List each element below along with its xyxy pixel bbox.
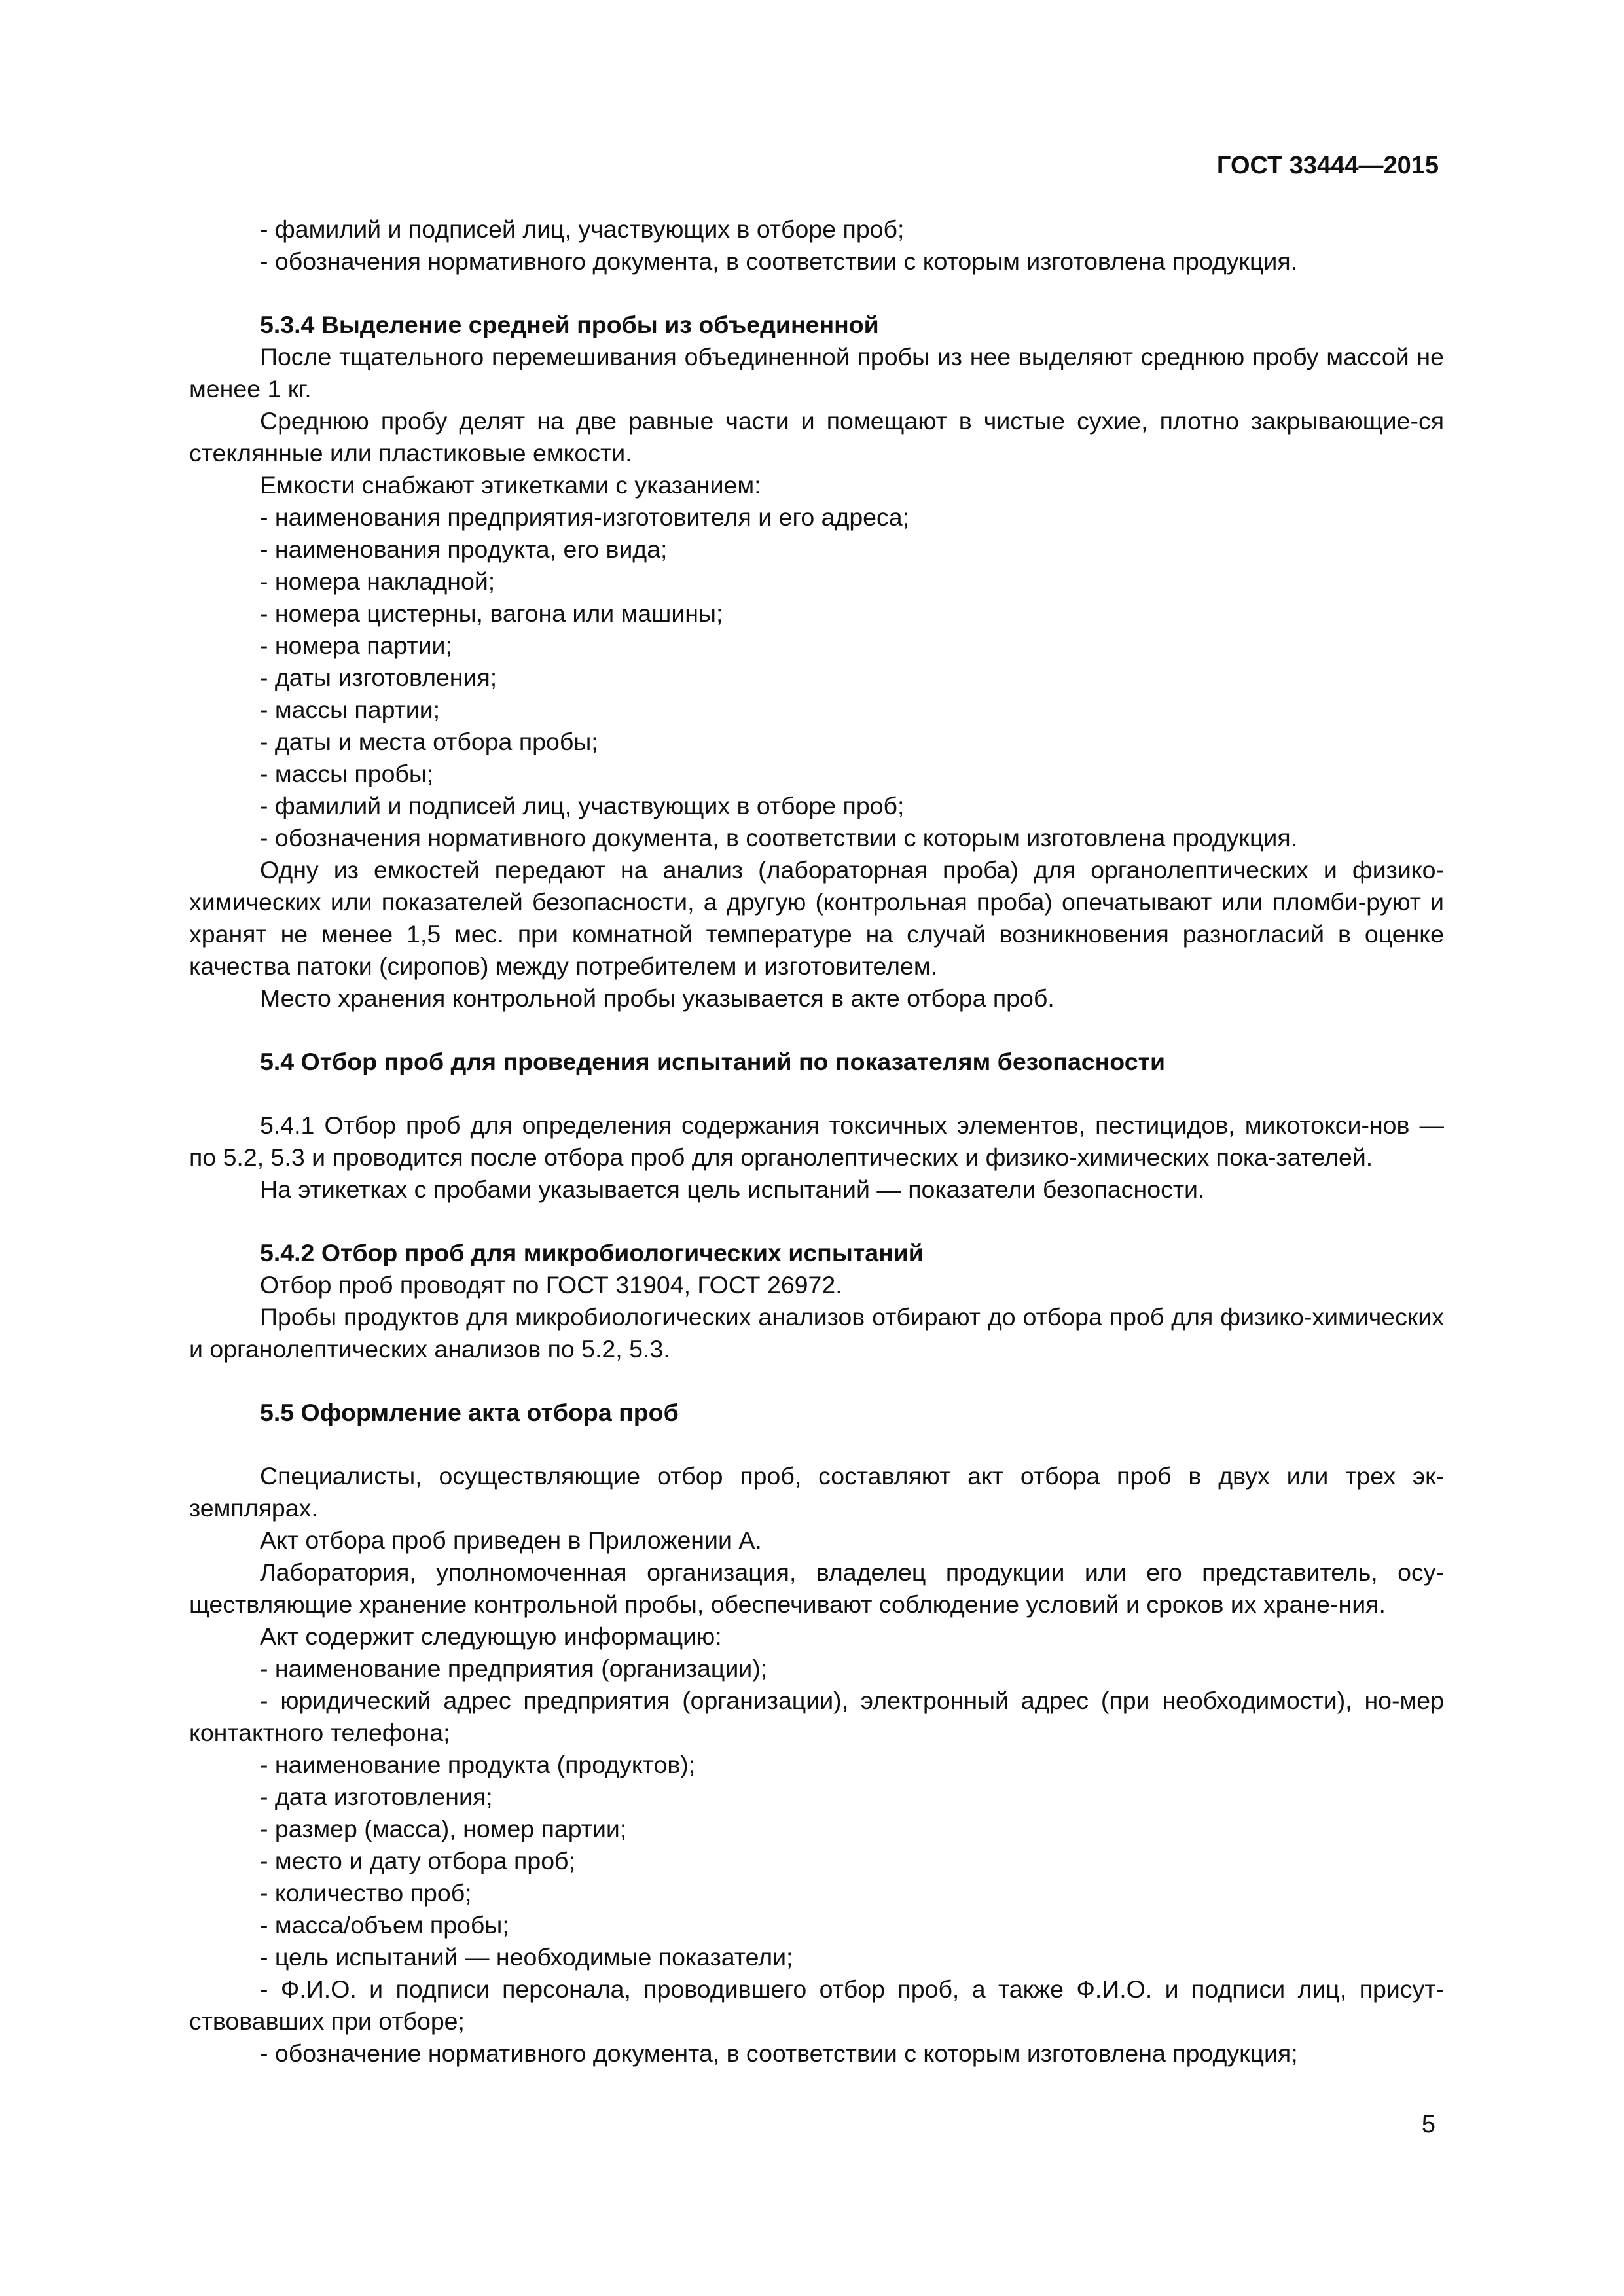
paragraph: Среднюю пробу делят на две равные части и помещают в чистые сухие, плотно закрывающие-ся стеклянные или пластиковые емкости. <box>189 407 1444 467</box>
list-item: - место и дату отбора проб; <box>260 1847 575 1874</box>
section-spacer <box>189 1014 1444 1046</box>
document-body <box>189 213 1444 2070</box>
list-item: - обозначения нормативного документа, в соответствии с которым изготовлена продукция. <box>260 247 1298 275</box>
list-item: - массы пробы; <box>260 760 434 787</box>
section-spacer <box>189 1206 1444 1237</box>
paragraph: Специалисты, осуществляющие отбор проб, составляют акт отбора проб в двух или трех эк-земплярах. <box>189 1462 1444 1522</box>
paragraph: После тщательного перемешивания объединенной пробы из нее выделяют среднюю пробу массой не менее 1 кг. <box>189 343 1444 403</box>
list-item: - наименование предприятия (организации); <box>260 1655 768 1682</box>
list-item: - наименования продукта, его вида; <box>260 535 668 563</box>
paragraph: Место хранения контрольной пробы указывается в акте отбора проб. <box>260 984 1055 1012</box>
section-spacer <box>189 1429 1444 1460</box>
section-spacer <box>189 1365 1444 1397</box>
paragraph: Акт содержит следующую информацию: <box>260 1623 722 1650</box>
list-item: - наименования предприятия-изготовителя и его адреса; <box>260 503 910 531</box>
list-item: - цель испытаний — необходимые показатели; <box>260 1943 793 1971</box>
paragraph: 5.4.1 Отбор проб для определения содержания токсичных элементов, пестицидов, микотокси-нов — по 5.2, 5.3 и проводится после отбора проб для органолептических и физико-химических пока-зателей. <box>189 1111 1444 1171</box>
list-item: - обозначения нормативного документа, в соответствии с которым изготовлена продукция. <box>260 824 1298 852</box>
section-spacer <box>189 278 1444 309</box>
list-item: - номера цистерны, вагона или машины; <box>260 600 723 627</box>
list-item: - количество проб; <box>260 1879 472 1907</box>
list-item: - номера накладной; <box>260 567 496 595</box>
paragraph: Лаборатория, уполномоченная организация, владелец продукции или его представитель, осу-ществляющие хранение контрольной пробы, обеспечивают соблюдение условий и сроков их хране-ния. <box>189 1558 1444 1618</box>
list-item: - размер (масса), номер партии; <box>260 1815 627 1842</box>
section-heading: 5.4.2 Отбор проб для микробиологических испытаний <box>260 1239 924 1266</box>
section-heading: 5.4 Отбор проб для проведения испытаний по показателям безопасности <box>260 1048 1165 1075</box>
list-item: - масса/объем пробы; <box>260 1911 509 1939</box>
list-item: - юридический адрес предприятия (организации), электронный адрес (при необходимости), но-мер контактного телефона; <box>189 1687 1444 1746</box>
page-number: 5 <box>1421 2111 1435 2138</box>
paragraph: Отбор проб проводят по ГОСТ 31904, ГОСТ 26972. <box>260 1271 842 1299</box>
list-item: - обозначение нормативного документа, в соответствии с которым изготовлена продукция; <box>260 2039 1298 2067</box>
section-heading: 5.5 Оформление акта отбора проб <box>260 1399 679 1426</box>
list-item: - наименование продукта (продуктов); <box>260 1751 696 1778</box>
paragraph: Акт отбора проб приведен в Приложении А. <box>260 1526 762 1554</box>
document-code-header: ГОСТ 33444—2015 <box>1216 152 1439 179</box>
list-item: - фамилий и подписей лиц, участвующих в отборе проб; <box>260 215 905 243</box>
list-item: - Ф.И.О. и подписи персонала, проводившего отбор проб, а также Ф.И.О. и подписи лиц, присут-ствовавших при отборе; <box>189 1975 1444 2035</box>
section-heading: 5.3.4 Выделение средней пробы из объединенной <box>260 311 879 338</box>
list-item: - даты и места отбора пробы; <box>260 728 598 755</box>
list-item: - номера партии; <box>260 632 452 659</box>
paragraph: Одну из емкостей передают на анализ (лабораторная проба) для органолептических и физико-химических или показателей безопасности, а другую (контрольная проба) опечатывают или пломби-руют и хранят не менее 1,5 мес. при комнатной температуре на случай возникновения разногласий в оценке качества патоки (сиропов) между потребителем и изготовителем. <box>189 856 1444 980</box>
list-item: - массы партии; <box>260 696 441 723</box>
list-item: - дата изготовления; <box>260 1783 493 1810</box>
section-spacer <box>189 1078 1444 1109</box>
paragraph: На этикетках с пробами указывается цель испытаний — показатели безопасности. <box>260 1175 1205 1203</box>
paragraph: Пробы продуктов для микробиологических анализов отбирают до отбора проб для физико-химических и органолептических анализов по 5.2, 5.3. <box>189 1303 1444 1363</box>
paragraph: Емкости снабжают этикетками с указанием: <box>260 471 761 499</box>
list-item: - фамилий и подписей лиц, участвующих в отборе проб; <box>260 792 905 819</box>
list-item: - даты изготовления; <box>260 664 497 691</box>
